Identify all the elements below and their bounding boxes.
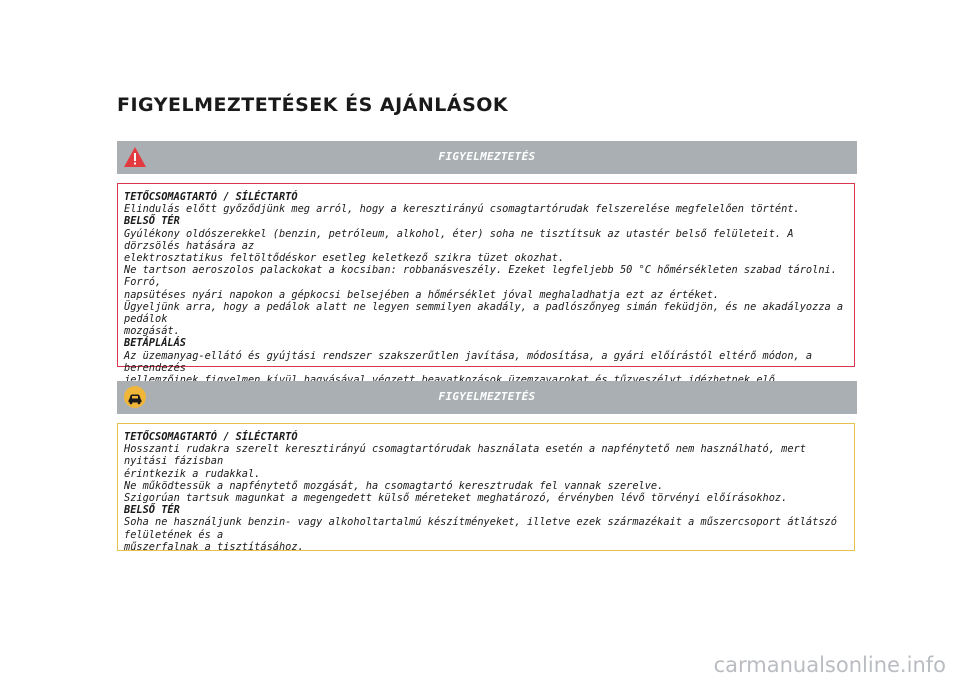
paragraph-line: mozgását.	[124, 325, 180, 338]
paragraph-line: műszerfalnak a tisztításához.	[124, 540, 304, 553]
paragraph-line: érintkezik a rudakkal.	[124, 467, 261, 480]
paragraph-line: Ne tartson aeroszolos palackokat a kocsiban: robbanásveszély. Ezeket legfeljebb 50 °C hőmérsékleten szabad tárolni. Forró,	[124, 264, 837, 289]
paragraph-line: elektrosztatikus feltöltődéskor esetleg keletkező szikra tüzet okozhat.	[124, 252, 565, 265]
warning-text-2	[118, 424, 854, 553]
warning-text-1	[118, 184, 854, 386]
warning-box-2	[117, 423, 855, 551]
paragraph-line: Gyúlékony oldószerekkel (benzin, petróleum, alkohol, éter) soha ne tisztítsuk az utastér belső felületeit. A dörzsölés hatására az	[124, 227, 794, 252]
paragraph-line: Soha ne használjunk benzin- vagy alkoholtartalmú készítményeket, illetve ezek származékait a műszercsoport átlátszó felületének és a	[124, 516, 837, 541]
warning-band-label-2: FIGYELMEZTETÉS	[438, 390, 536, 403]
paragraph-line: Ügyeljünk arra, hogy a pedálok alatt ne legyen semmilyen akadály, a padlószőnyeg simán feküdjön, és ne akadályozza a pedálok	[124, 300, 844, 326]
paragraph-line: Az üzemanyag-ellátó és gyújtási rendszer szakszerűtlen javítása, módosítása, a gyári előírástól eltérő módon, a berendezés	[124, 349, 813, 374]
section-heading: TETŐCSOMAGTARTÓ / SÍLÉCTARTÓ	[124, 191, 298, 203]
section-heading: BETÁPLÁLÁS	[124, 337, 186, 350]
paragraph-line: napsütéses nyári napokon a gépkocsi belsejében a hőmérséklet jóval meghaladhatja ezt az értéket.	[124, 288, 720, 301]
paragraph-line: Elindulás előtt győződjünk meg arról, hogy a keresztirányú csomagtartórudak felszerelése megfelelően történt.	[124, 203, 800, 216]
section-heading: TETŐCSOMAGTARTÓ / SÍLÉCTARTÓ	[124, 431, 298, 443]
warning-box-1	[117, 183, 855, 374]
page-title: FIGYELMEZTETÉSEK ÉS AJÁNLÁSOK	[117, 94, 509, 116]
section-heading: BELSŐ TÉR	[124, 215, 180, 228]
paragraph-line: Ne működtessük a napfénytető mozgását, ha csomagtartó keresztrudak fel vannak szerelve.	[124, 479, 664, 492]
paragraph-line: Szigorúan tartsuk magunkat a megengedett külső méreteket meghatározó, érvényben lévő törvényi előírásokhoz.	[124, 492, 788, 505]
paragraph-line: Hosszanti rudakra szerelt keresztirányú csomagtartórudak használata esetén a napfénytető nem használható, mert nyitási fázisban	[124, 443, 806, 468]
watermark: carmanualsonline.info	[713, 653, 946, 677]
warning-band-2	[117, 381, 857, 414]
warning-band-label-1: FIGYELMEZTETÉS	[438, 150, 536, 163]
warning-band-1	[117, 141, 857, 174]
section-heading: BELSŐ TÉR	[124, 504, 180, 517]
